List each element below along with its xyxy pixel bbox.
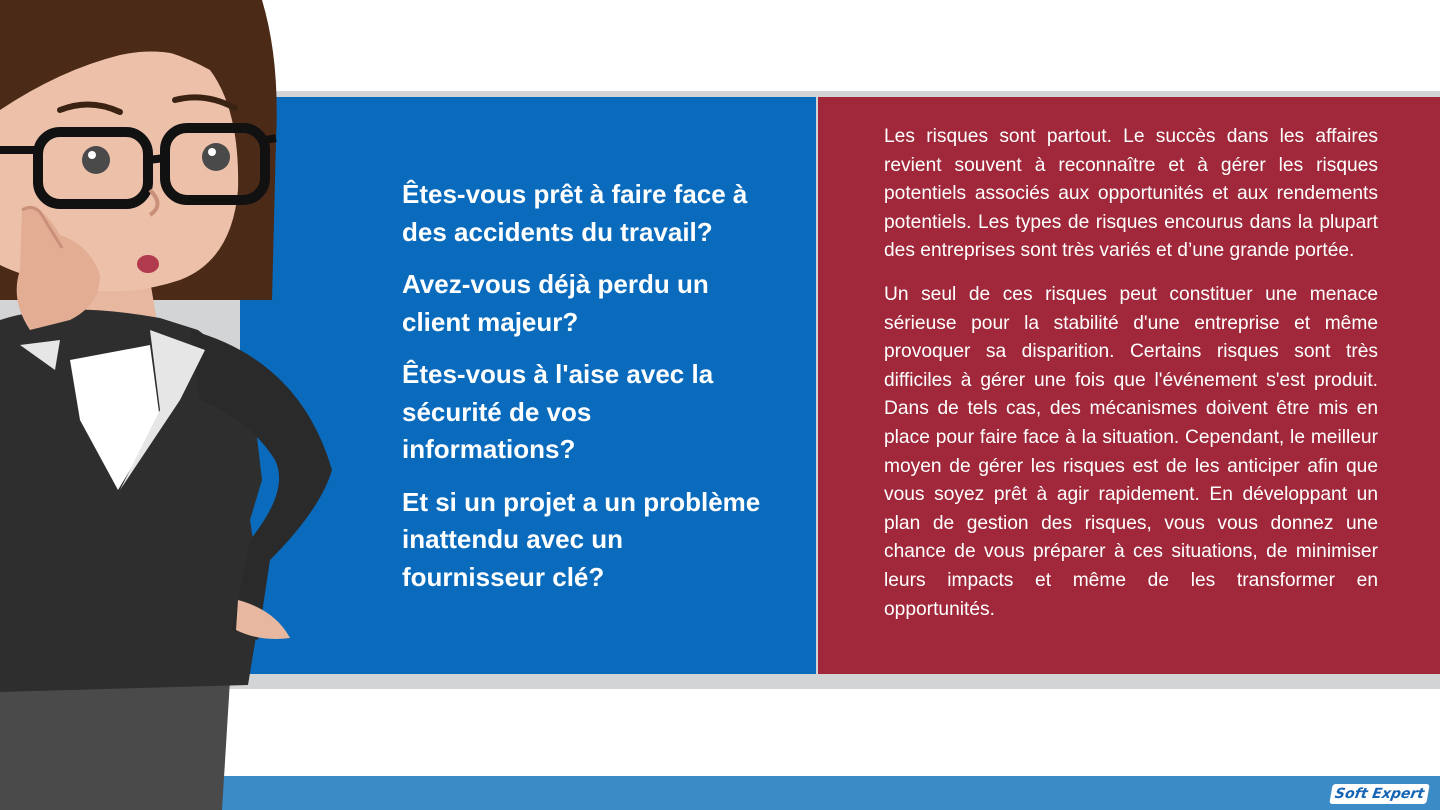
question-client: Avez-vous déjà perdu un client majeur? [402, 269, 709, 337]
description-text [884, 123, 1378, 639]
question-supplier: Et si un projet a un problème inattendu avec un fournisseur clé? [402, 486, 761, 592]
softexpert-logo: Soft Expert [1329, 784, 1430, 804]
question-accidents: Êtes-vous prêt à faire face à des accidents du travail? [402, 179, 748, 247]
question-security: Êtes-vous à l'aise avec la sécurité de vos informations? [402, 359, 714, 464]
description-paragraph-2: Un seul de ces risques peut constituer une menace sérieuse pour la stabilité d'une entreprise et même provoquer sa disparition. Certains risques sont très difficiles à gérer une fois que l'événement s'est produit. Dans de tels cas, des mécanismes doivent être mis en place pour faire face à la situation. Cependant, le meilleur moyen de gérer les risques est de les anticiper afin que vous soyez prêt à agir rapidement. En développant un plan de gestion des risques, vous vous donnez une chance de vous préparer à ces situations, de minimiser leurs impacts et même de les transformer en opportunités. [884, 283, 1378, 620]
questions-list [402, 176, 762, 611]
thinking-woman-illustration [0, 0, 340, 810]
description-paragraph-1: Les risques sont partout. Le succès dans les affaires revient souvent à reconnaître et à gérer les risques potentiels associés aux opportunités et aux rendements potentiels. Les types de risques encourus dans la plupart des entreprises sont très variés et d’une grande portée. [884, 126, 1378, 262]
